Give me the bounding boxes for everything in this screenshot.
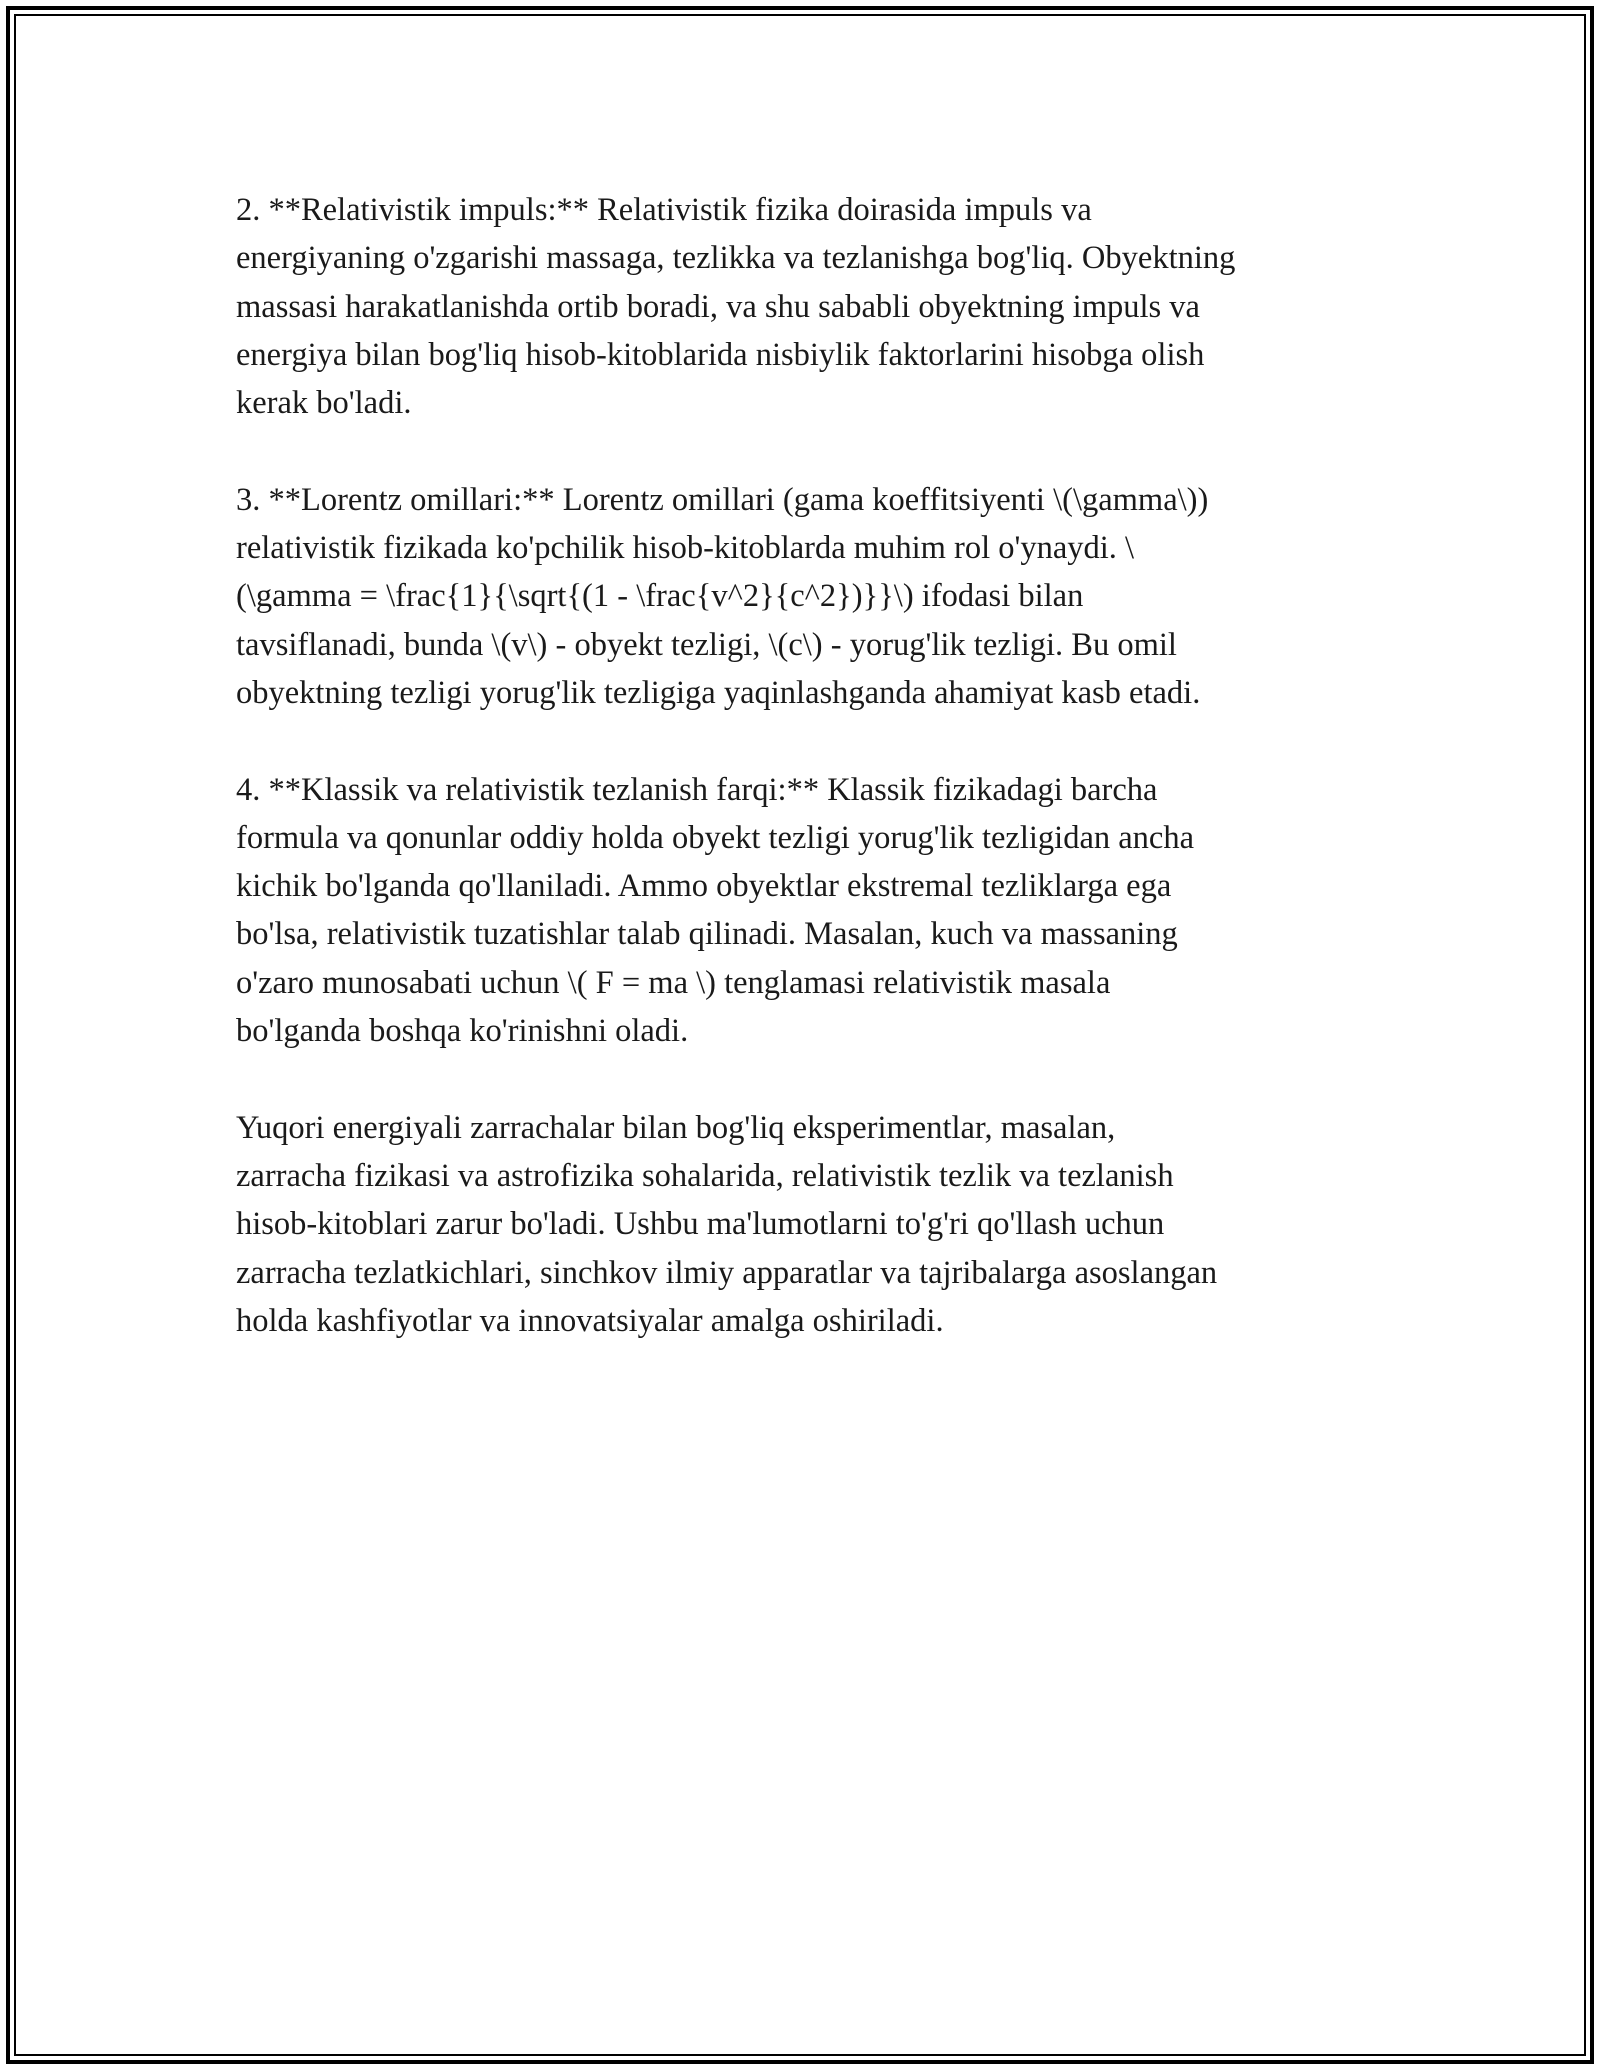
paragraph-lorentz-factor: 3. **Lorentz omillari:** Lorentz omillari (gama koeffitsiyenti \(\gamma\)) relativistik fizikada ko'pchilik hisob-kitoblarda muhim rol o'ynaydi. \ (\gamma = \frac{1}{\sqrt{(1 - \frac{v^2}{c^2})}}\) ifodasi bilan tavsiflanadi, bunda \(v\) - obyekt tezligi, \(c\) - yorug'lik tezligi. Bu omil obyektning tezligi yorug'lik tezligiga yaqinlashganda ahamiyat kasb etadi. [236, 481, 1209, 711]
document-body [236, 186, 1376, 1393]
paragraph-high-energy-experiments: Yuqori energiyali zarrachalar bilan bog'liq eksperimentlar, masalan, zarracha fizikasi va astrofizika sohalarida, relativistik tezlik va tezlanish hisob-kitoblari zarur bo'ladi. Ushbu ma'lumotlarni to'g'ri qo'llash uchun zarracha tezlatkichlari, sinchkov ilmiy apparatlar va tajribalarga asoslangan holda kashfiyotlar va innovatsiyalar amalga oshiriladi. [236, 1109, 1218, 1339]
paragraph-relativistic-momentum: 2. **Relativistik impuls:** Relativistik fizika doirasida impuls va energiyaning o'zgarishi massaga, tezlikka va tezlanishga bog'liq. Obyektning massasi harakatlanishda ortib boradi, va shu sababli obyektning impuls va energiya bilan bog'liq hisob-kitoblarida nisbiylik faktorlarini hisobga olish kerak bo'ladi. [236, 192, 1236, 422]
paragraph-classical-vs-relativistic: 4. **Klassik va relativistik tezlanish farqi:** Klassik fizikadagi barcha formula va qonunlar oddiy holda obyekt tezligi yorug'lik tezligidan ancha kichik bo'lganda qo'llaniladi. Ammo obyektlar ekstremal tezliklarga ega bo'lsa, relativistik tuzatishlar talab qilinadi. Masalan, kuch va massaning o'zaro munosabati uchun \( F = ma \) tenglamasi relativistik masala bo'lganda boshqa ko'rinishni oladi. [236, 771, 1195, 1050]
